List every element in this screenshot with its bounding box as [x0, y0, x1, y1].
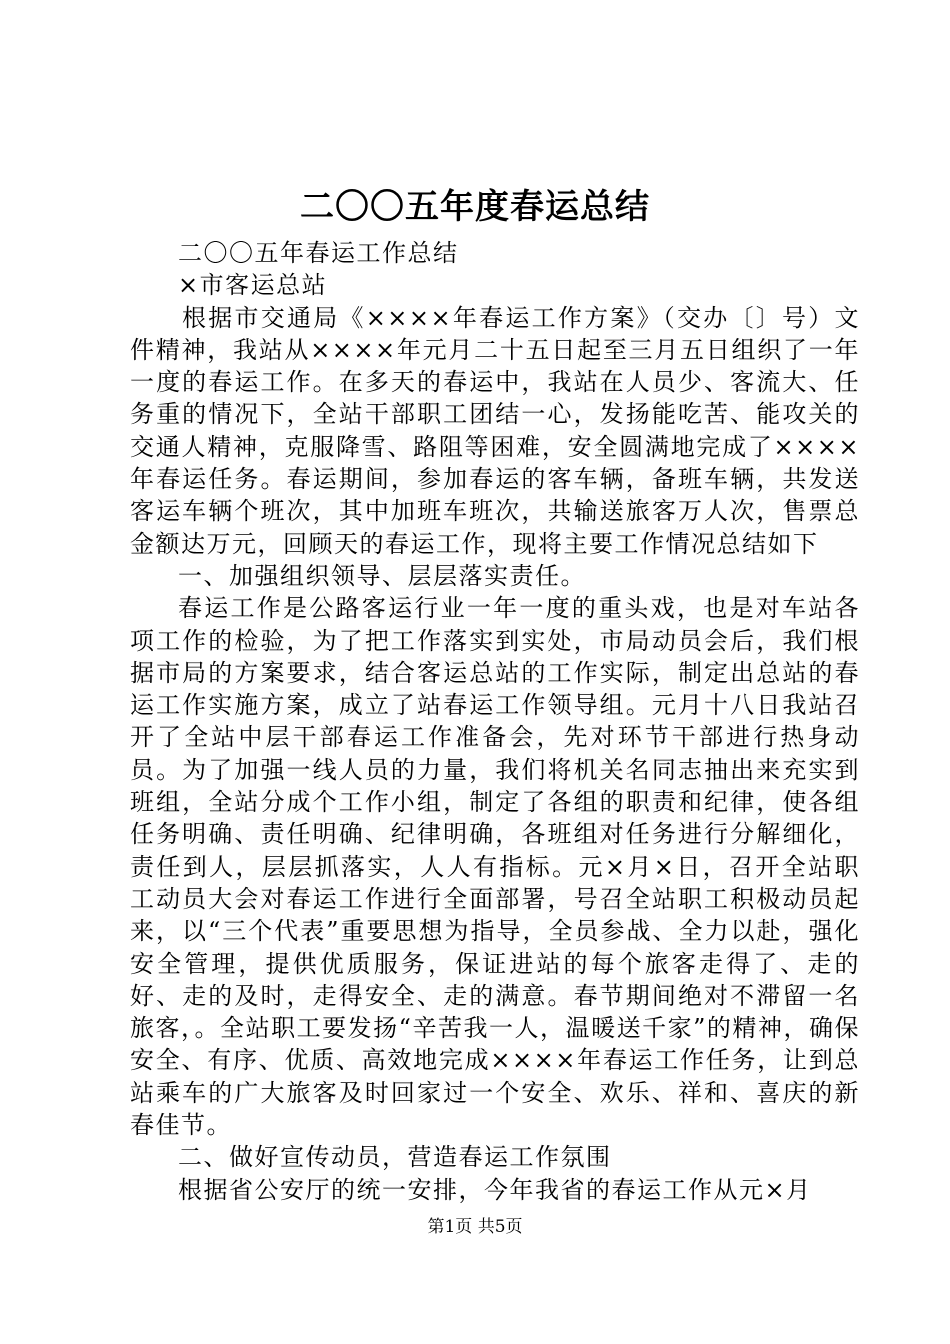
section-heading-1: 一、加强组织领导、层层落实责任。 [178, 561, 586, 590]
document-title: 二〇〇五年度春运总结 [300, 187, 650, 227]
paragraph-introduction: 根据市交通局《××××年春运工作方案》（交办〔〕号）文件精神，我站从××××年元月二十五日起至三月五日组织了一年一度的春运工作。在多天的春运中，我站在人员少、客流大、任务重的情况下，全站干部职工团结一心，发扬能吃苦、能攻关的交通人精神，克服降雪、路阻等困难，安全圆满地完成了××××年春运任务。春运期间，参加春运的客车辆，备班车辆，共发送客运车辆个班次，其中加班车班次，共输送旅客万人次，售票总金额达万元，回顾天的春运工作，现将主要工作情况总结如下 [130, 303, 860, 558]
page-number-footer: 第1页 共5页 [427, 1217, 523, 1237]
document-body [130, 237, 860, 1206]
paragraph-organization: ×市客运总站 [178, 271, 328, 300]
paragraph-section-2: 根据省公安厅的统一安排，今年我省的春运工作从元×月 [178, 1175, 812, 1204]
section-heading-2: 二、做好宣传动员，营造春运工作氛围 [178, 1143, 612, 1172]
paragraph-section-1: 春运工作是公路客运行业一年一度的重头戏，也是对车站各项工作的检验，为了把工作落实到实处，市局动员会后，我们根据市局的方案要求，结合客运总站的工作实际，制定出总站的春运工作实施方案，成立了站春运工作领导组。元月十八日我站召开了全站中层干部春运工作准备会，先对环节干部进行热身动员。为了加强一线人员的力量，我们将机关名同志抽出来充实到班组，全站分成个工作小组，制定了各组的职责和纪律，使各组任务明确、责任明确、纪律明确，各班组对任务进行分解细化，责任到人，层层抓落实，人人有指标。元×月×日，召开全站职工动员大会对春运工作进行全面部署，号召全站职工积极动员起来，以“三个代表”重要思想为指导，全员参战、全力以赴，强化安全管理，提供优质服务，保证进站的每个旅客走得了、走的好、走的及时，走得安全、走的满意。春节期间绝对不滞留一名旅客，。全站职工要发扬“辛苦我一人，温暖送千家”的精神，确保安全、有序、优质、高效地完成××××年春运工作任务，让到总站乘车的广大旅客及时回家过一个安全、欢乐、祥和、喜庆的新春佳节。 [130, 594, 860, 1140]
paragraph-subtitle: 二〇〇五年春运工作总结 [178, 239, 459, 267]
